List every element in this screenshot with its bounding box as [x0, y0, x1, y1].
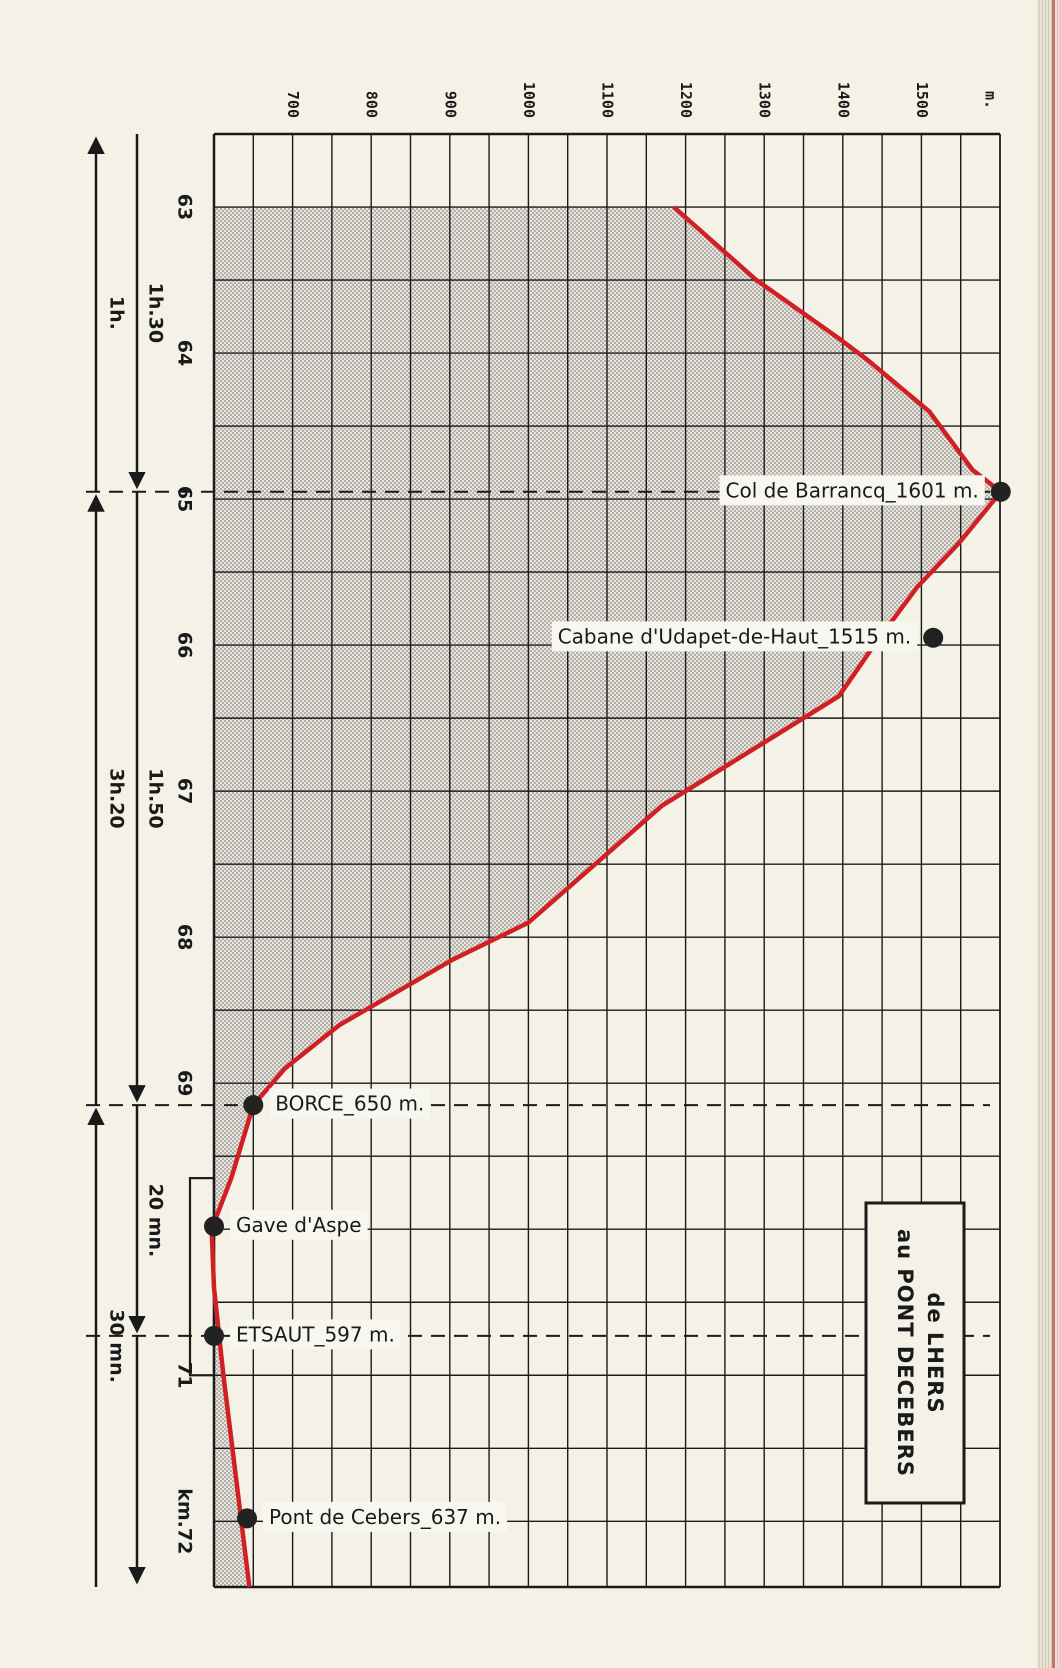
altitude-tick-label: 800 [362, 90, 381, 118]
altitude-tick-label: 1000 [519, 81, 538, 118]
duration-label: 1h. [105, 295, 128, 330]
station-label: BORCE_650 m. [275, 1091, 425, 1116]
altitude-tick-label: 1500 [912, 81, 931, 118]
altitude-unit-label: m. [981, 90, 1000, 110]
station-marker [243, 1095, 263, 1115]
altitude-tick-label: 900 [441, 90, 460, 118]
title-box [866, 1203, 964, 1503]
km-ticks [174, 194, 196, 1555]
station-marker [991, 482, 1011, 502]
title-line-2: au PONT DECEBERS [893, 1228, 917, 1478]
km-tick-label: 64 [173, 339, 196, 367]
title-line-1: de LHERS [923, 1292, 947, 1414]
km-tick-label: 66 [173, 631, 196, 659]
altitude-tick-label: 1200 [677, 81, 696, 118]
altitude-tick-label: 1100 [598, 81, 617, 118]
km-tick-label: 68 [173, 923, 196, 951]
station-label: Gave d'Aspe [236, 1212, 362, 1237]
duration-label: 1h.30 [144, 282, 167, 344]
station-marker [923, 628, 943, 648]
station-label: Col de Barrancq_1601 m. [725, 478, 979, 503]
station-label: Pont de Cebers_637 m. [269, 1504, 502, 1529]
station-marker [204, 1216, 224, 1236]
duration-label: 20 mn. [144, 1183, 167, 1258]
km-tick-label: 65 [173, 485, 196, 513]
km-tick-label: km.72 [173, 1488, 196, 1555]
km-tick-label: 63 [173, 193, 196, 221]
altitude-ticks [284, 82, 999, 118]
km-tick-label: 67 [173, 777, 196, 805]
station-marker [204, 1326, 224, 1346]
station-label: Cabane d'Udapet-de-Haut_1515 m. [557, 624, 912, 649]
altitude-tick-label: 700 [284, 90, 303, 118]
duration-label: 30 mn. [105, 1309, 128, 1383]
duration-label: 1h.50 [144, 768, 167, 829]
altitude-tick-label: 1400 [834, 81, 853, 118]
km-tick-label: 69 [173, 1069, 196, 1097]
station-label: ETSAUT_597 m. [236, 1322, 395, 1347]
station-marker [237, 1508, 257, 1528]
altitude-tick-label: 1300 [755, 81, 774, 118]
duration-label: 3h.20 [105, 768, 128, 829]
river-box [190, 1178, 214, 1375]
km-tick-label: 71 [173, 1362, 196, 1389]
